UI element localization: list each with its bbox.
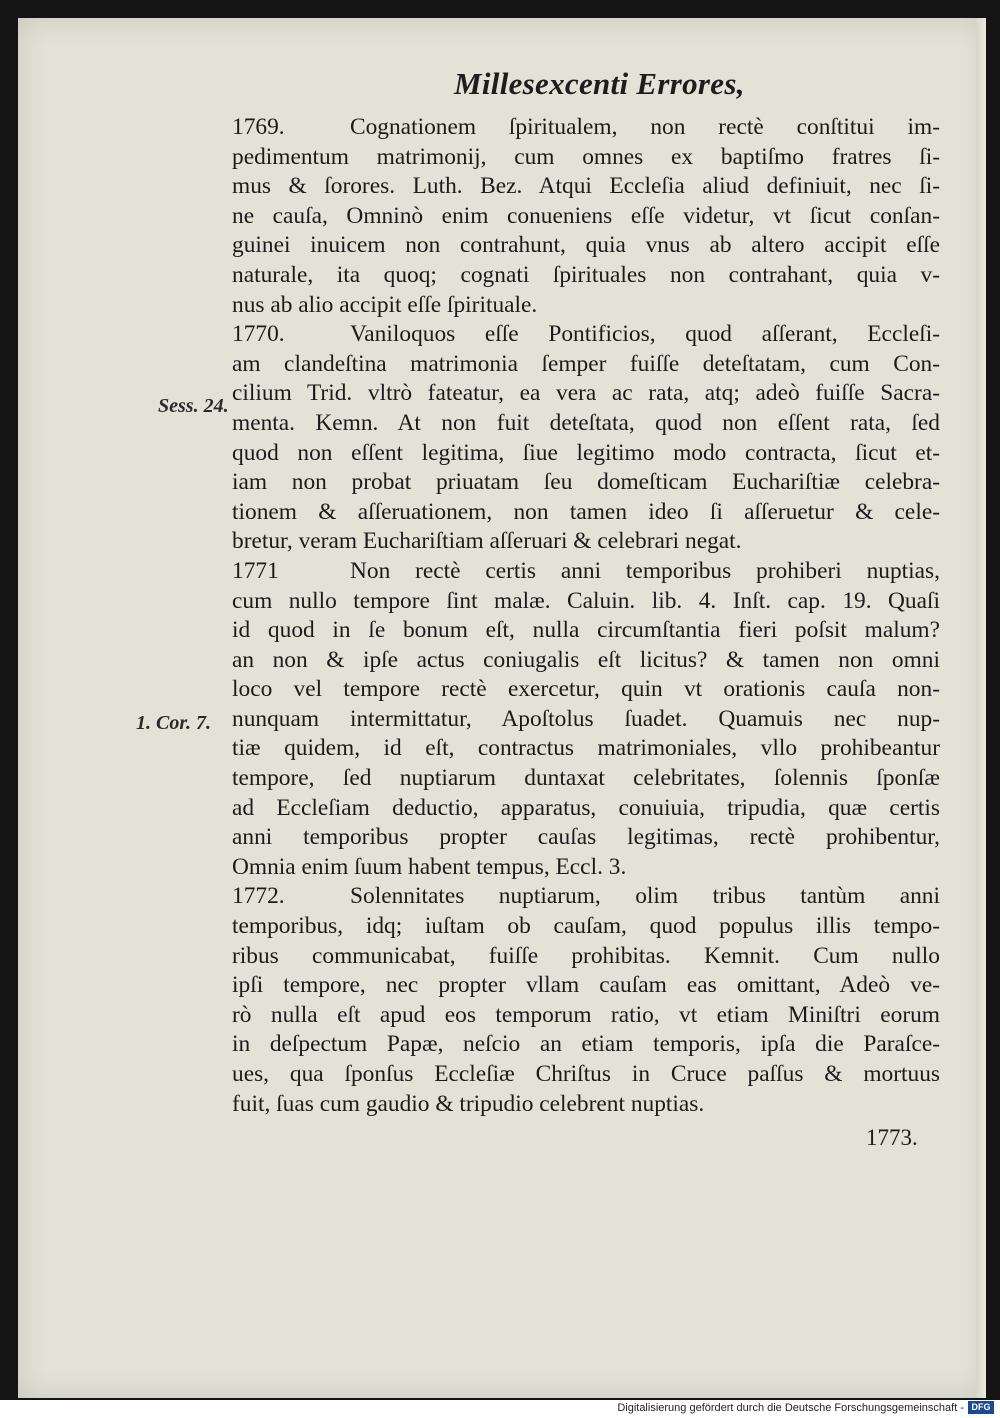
text-line: pedimentum matrimonij, cum omnes ex baptiſmo fratres ſi- [232, 143, 940, 170]
text-line: mus & ſorores. Luth. Bez. Atqui Eccleſia aliud definiuit, nec ſi- [232, 173, 940, 200]
text-line: cilium Trid. vltrò fateatur, ea vera ac rata, atq; adeò fuiſſe Sacra- [232, 380, 940, 407]
margin-note-cor: 1. Cor. 7. [136, 712, 212, 734]
text-line: 1772. Solennitates nuptiarum, olim tribus tantùm anni [232, 882, 940, 912]
text-line: ues, qua ſponſus Eccleſiæ Chriſtus in Cruce paſſus & mortuus [232, 1061, 940, 1087]
text-line: rò nulla eſt apud eos temporum ratio, vt etiam Miniſtri eorum [232, 1001, 940, 1028]
text-line: tiæ quidem, id eſt, contractus matrimoniales, vllo prohibeantur [232, 735, 940, 762]
page-edge [976, 18, 986, 1398]
text-line: cum nullo tempore ſint malæ. Caluin. lib. 4. Inſt. cap. 19. Quaſi [232, 587, 940, 614]
entry-number: 1771 [232, 557, 279, 584]
text-line: an non & ipſe actus coniugalis eſt licitus? & tamen non omni [232, 646, 940, 673]
text-line: nus ab alio accipit eſſe ſpirituale. [232, 291, 538, 318]
text-line: tionem & aſſeruationem, non tamen ideo ſi aſſeruetur & cele- [232, 498, 940, 525]
body-text [232, 113, 940, 1119]
text-line: bretur, veram Euchariſtiam aſſeruari & celebrari negat. [232, 528, 742, 555]
dfg-logo: DFG [968, 1401, 994, 1414]
text-line: nunquam intermittatur, Apoſtolus ſuadet. Quamuis nec nup- [232, 705, 940, 732]
text-line: id quod in ſe bonum eſt, nulla circumſtantia fieri poſsit malum? [232, 617, 940, 644]
text-line: guinei inuicem non contrahunt, quia vnus ab altero accipit eſſe [232, 232, 940, 259]
text-line: iam non probat priuatam ſeu domeſticam Euchariſtiæ celebra- [232, 469, 940, 496]
text-line: fuit, ſuas cum gaudio & tripudio celebrent nuptias. [232, 1090, 705, 1117]
text-line: naturale, ita quoq; cognati ſpirituales non contrahant, quia v- [232, 261, 940, 288]
text-line: in deſpectum Papæ, neſcio an etiam temporis, ipſa die Paraſce- [232, 1031, 940, 1058]
text-line: 1769. Cognationem ſpiritualem, non rectè conſtitui im- [232, 113, 940, 143]
text-line: ad Eccleſiam deductio, apparatus, conuiuia, tripudia, quæ certis [232, 794, 940, 821]
entry-number: 1770. [232, 321, 285, 348]
running-head: Millesexcenti Errores, [454, 66, 745, 101]
text-line: temporibus, idq; iuſtam ob cauſam, quod populus illis tempo- [232, 913, 940, 940]
text-line: quod non eſſent legitima, ſiue legitimo modo contracta, ſicut et- [232, 439, 940, 466]
text-line: ipſi tempore, nec propter vllam cauſam eas omittant, Adeò ve- [232, 972, 940, 999]
margin-note-sess: Sess. 24. [158, 395, 229, 417]
text-line: loco vel tempore rectè exercetur, quin vt orationis cauſa non- [232, 676, 940, 703]
text-line: 1770. Vaniloquos eſſe Pontificios, quod aſſerant, Eccleſi- [232, 320, 940, 350]
text-line: menta. Kemn. At non fuit deteſtata, quod non eſſent rata, ſed [232, 409, 940, 436]
text-line: ribus communicabat, fuiſſe prohibitas. Kemnit. Cum nullo [232, 942, 940, 969]
entry-number: 1769. [232, 114, 285, 140]
text-line: 1771 Non rectè certis anni temporibus prohiberi nuptias, [232, 557, 940, 587]
text-line: anni temporibus propter cauſas legitimas, rectè prohibentur, [232, 824, 940, 851]
entry-number: 1772. [232, 883, 285, 910]
footer-credit: Digitalisierung gefördert durch die Deutsche Forschungsgemeinschaft - [617, 1402, 964, 1414]
text-line: tempore, ſed nuptiarum duntaxat celebritates, ſolennis ſponſæ [232, 765, 940, 792]
text-line: ne cauſa, Omninò enim conueniens eſſe videtur, vt ſicut conſan- [232, 202, 940, 229]
text-line: am clandeſtina matrimonia ſemper fuiſſe deteſtatam, cum Con- [232, 350, 940, 377]
catchword: 1773. [866, 1125, 918, 1150]
text-line: Omnia enim ſuum habent tempus, Eccl. 3. [232, 853, 627, 880]
